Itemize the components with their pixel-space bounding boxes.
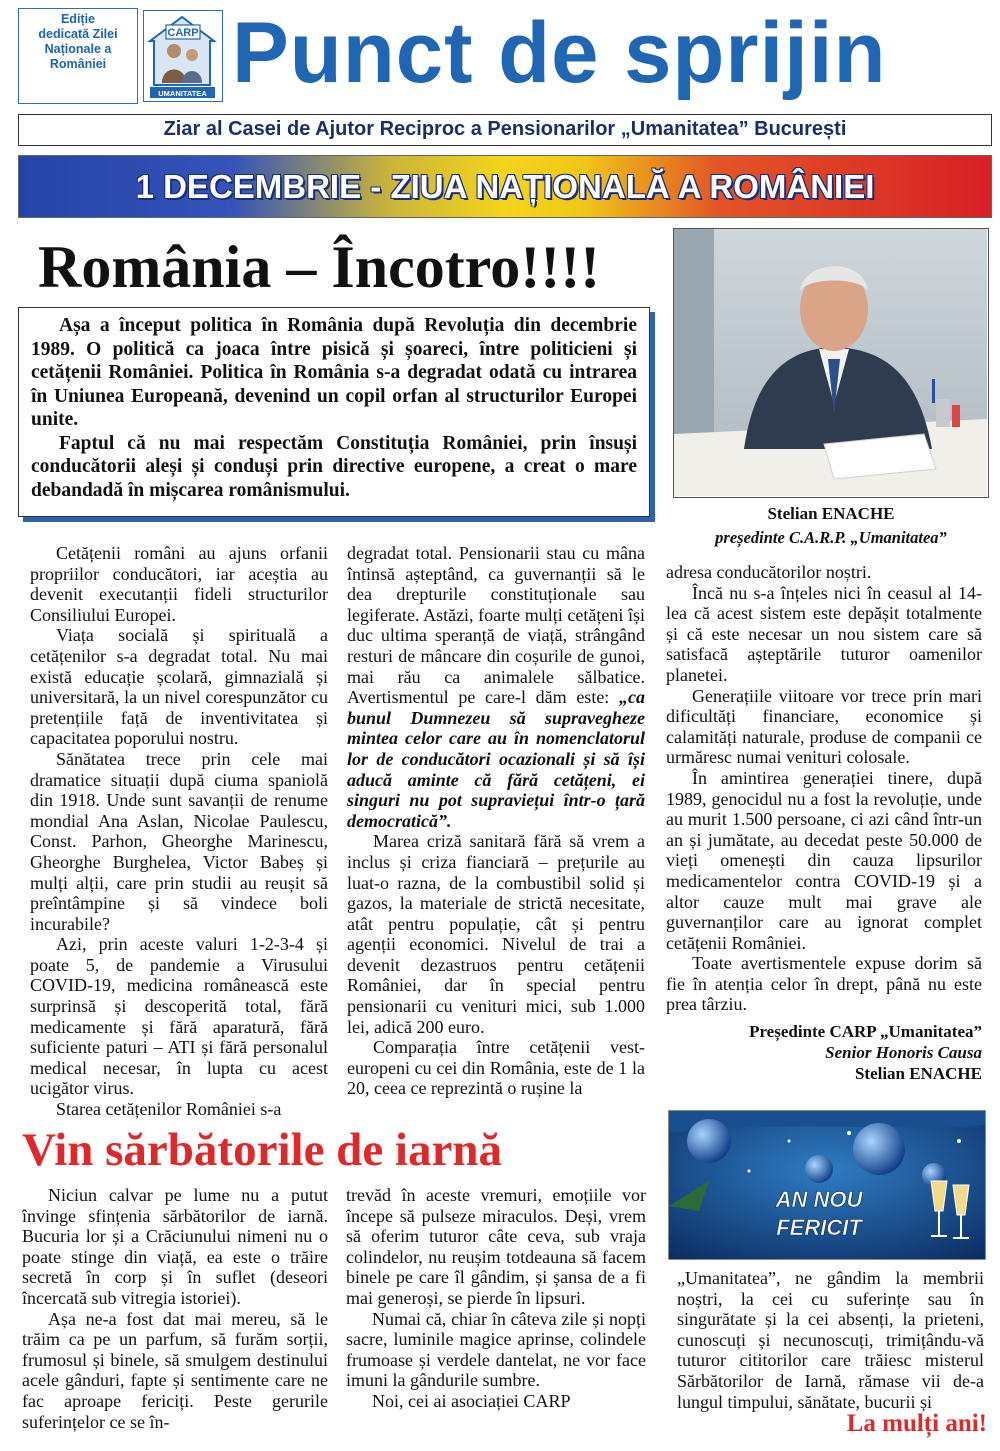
paragraph: Noi, cei ai asociației CARP [372, 1390, 571, 1411]
paragraph: Sănătatea trece prin cele mai dramatice situații după ciuma spaniolă din 1918. Unde sunt savanții de renume mondial Ana Aslan, Nicolae Paulescu, Const. Parhon, Gheorghe Marinescu, Gheorghe Burghelea, Victor Babeș și mulți alții, care prin studii au reușit să preîntâmpine și să vindece boli incurabile? [30, 748, 328, 934]
edition-line: României [49, 57, 107, 71]
intro-paragraph: Așa a început politica în România după Revoluția din decembrie 1989. O politică ca joaca între pisică și șoareci, între politicieni și cetățenii României. Politica în România s-a degradat odată cu intrarea în Uniunea Europeană, devenind un copil orfan al structurilor Europei unite. [31, 315, 637, 430]
carp-logo [143, 10, 223, 102]
holiday-headline: Vin sărbătorile de iarnă [22, 1124, 502, 1176]
ornament-icon [687, 1119, 731, 1163]
warning-quote: „ca bunul Dumnezeu să supravegheze mintea celor care au în nomenclatorul lor de conducători ocazionali și să își aducă aminte că fără cetățeni, ei singuri nu pot supraviețui într-o țară democratică”. [347, 687, 645, 831]
logo-text-top: CARP [167, 27, 199, 39]
closing-greeting: La mulți ani! [846, 1410, 987, 1437]
paragraph: Comparația între cetățenii vest-europeni cu cei din România, este de 1 la 20, ceea ce reprezintă o rușine la [347, 1037, 645, 1099]
paragraph: „Umanitatea”, ne gândim la membrii noștri, la cei cu suferințe sau în singurătate și la cei absenți, la prieteni, cunoscuți și necunoscuți, trimițându-vă tuturor cititorilor care trăiesc misterul Sărbătorilor de Iarnă, rămase vii de-a lungul timpului, sănătate, bucurii și [677, 1268, 984, 1412]
paragraph: Numai că, chiar în câteva zile și nopți sacre, luminile magice aprinse, colindele frumoase și verdele dantelat, ne vor face imuni la gândurile sumbre. [346, 1308, 646, 1391]
card-text-line1: AN NOU [775, 1187, 863, 1212]
photo-caption-name: Stelian ENACHE [767, 504, 895, 523]
article-column-1 [30, 543, 328, 1120]
signature-honor: Senior Honoris Causa [825, 1043, 982, 1063]
edition-line: Ediție [60, 12, 96, 26]
paragraph-text: degradat total. Pensionarii stau cu mâna întinsă așteptând, ca guvernanții să le dea drepturile constituționale sau legiferate. Astăzi, foarte mulți cetățeni își duc ultima speranță de viață, strângând resturi de mâncare din coșurile de gunoi, mai rău ca animalele sălbatice. Avertismentul pe care-l dăm este: [347, 543, 645, 708]
card-text-line2: FERICIT [776, 1215, 862, 1240]
article-column-2 [347, 543, 645, 1099]
edition-note [18, 8, 138, 104]
paragraph: Niciun calvar pe lume nu a putut învinge sfințenia sărbătorilor de iarnă. Bucuria lor și a Crăciunului nimeni nu o poate stinge din viață, ea este o trăire secretă în corp și în suflet (deseori încercată sub vitregia istoriei). [22, 1185, 328, 1308]
paragraph: Marea criză sanitară fără să vrem a inclus și criza fianciară – prețurile au luat-o razna, de la combustibil solid și gazos, la materiale de strictă necesitate, atât pentru populație, cât și pentru agenții economici. Nivelul de trai a devenit dezastruos pentru cetățenii României, dar în special pentru pensionarii cu venituri mici, sub 1.000 lei, adică 200 euro. [347, 831, 645, 1037]
author-photo [673, 228, 989, 498]
article-intro [18, 307, 650, 517]
paragraph: Cetățenii români au ajuns orfanii propriilor conducători, iar aceștia au devenit executanții fideli structurilor Consiliului Europei. [30, 543, 328, 625]
paragraph: Toate avertismentele expuse dorim să fie în atenția celor în drept, până nu este prea târziu. [666, 953, 982, 1015]
holiday-column-1 [22, 1185, 328, 1432]
signature-title: Președinte CARP „Umanitatea” [749, 1022, 982, 1042]
ornament-icon [805, 1155, 833, 1183]
newspaper-subtitle: Ziar al Casei de Ajutor Reciproc a Pensionarilor „Umanitatea” București [18, 114, 992, 146]
intro-paragraph: Faptul că nu mai respectăm Constituția României, prin însuși conducătorii aleși și conduși prin directive europene, a creat o mare debandadă în mișcarea românismului. [31, 432, 637, 501]
paragraph: trevăd în aceste vremuri, emoțiile vor începe să pulseze miraculos. Deși, vrem să oferim tuturor câte ceva, sub vraja colindelor, nu reușim totdeauna să facem binele pe care îl gândim, și șansa de a fi mai generoși, se pierde în lipsuri. [346, 1185, 646, 1308]
paragraph: Azi, prin aceste valuri 1-2-3-4 și poate 5, de pandemie a Virusului COVID-19, medicina românească este surprinsă și descoperită total, fără medicamente și fără aparatură, fără suficiente paturi – ATI și fără personalul medical necesar, în lupta cu acest ucigător virus. [30, 934, 328, 1099]
paragraph [347, 543, 645, 831]
holiday-column-2 [346, 1185, 646, 1412]
paragraph: Viața socială și spirituală a cetățenilor s-a degradat total. Nu mai există educație școlară, gimnazială și universitară, la un nivel corespunzător cu pretențiile față de inventivitatea și capacitatea poporului nostru. [30, 625, 328, 749]
signature-name: Stelian ENACHE [854, 1064, 982, 1084]
new-year-card [668, 1110, 986, 1260]
ornament-icon [853, 1123, 905, 1175]
newspaper-title: Punct de sprijin [232, 5, 887, 101]
paragraph: Generațiile viitoare vor trece prin mari dificultăți financiare, economice și calamități naturale, produse de companii ce urmăresc numai venituri colosale. [666, 685, 982, 768]
logo-text-bottom: UMANITATEA [158, 89, 207, 98]
paragraph: Starea cetățenilor României s-a [56, 1099, 282, 1120]
paragraph: adresa conducătorilor noștri. [666, 562, 872, 582]
photo-caption-role: președinte C.A.R.P. „Umanitatea” [715, 528, 947, 547]
holiday-column-3 [677, 1268, 984, 1412]
paragraph: Așa ne-a fost dat mai mereu, să le trăim ca pe un parfum, să furăm sorții, frumosul și binele, să smulgem destinului acele gânduri, fapte și sentimente care ne fac aproape fericiți. Peste gerurile suferințelor ce se în- [22, 1308, 328, 1432]
national-day-banner: 1 DECEMBRIE - ZIUA NAȚIONALĂ A ROMÂNIEI [18, 155, 992, 218]
paragraph: În amintirea generației tinere, după 1989, genocidul nu a fost la revoluție, unde au murit 1.500 persoane, ci azi când într-un an și jumătate, au decedat peste 50.000 de vieți omenești din cauza lipsurilor medicamentelor contra COVID-19 și a altor cauze mult mai grave ale guvernanților care au ignorat complet cetățenii României. [666, 767, 982, 953]
paragraph: Încă nu s-a înțeles nici în ceasul al 14-lea că acest sistem este depășit totalmente și că este necesar un nou sistem care să satisfacă așteptările tuturor oamenilor planetei. [666, 582, 982, 685]
edition-line: Naționale a [44, 42, 112, 56]
edition-line: dedicată Zilei [38, 27, 118, 41]
article-column-3 [666, 562, 982, 1084]
article-headline: România – Încotro!!!! [38, 234, 601, 300]
